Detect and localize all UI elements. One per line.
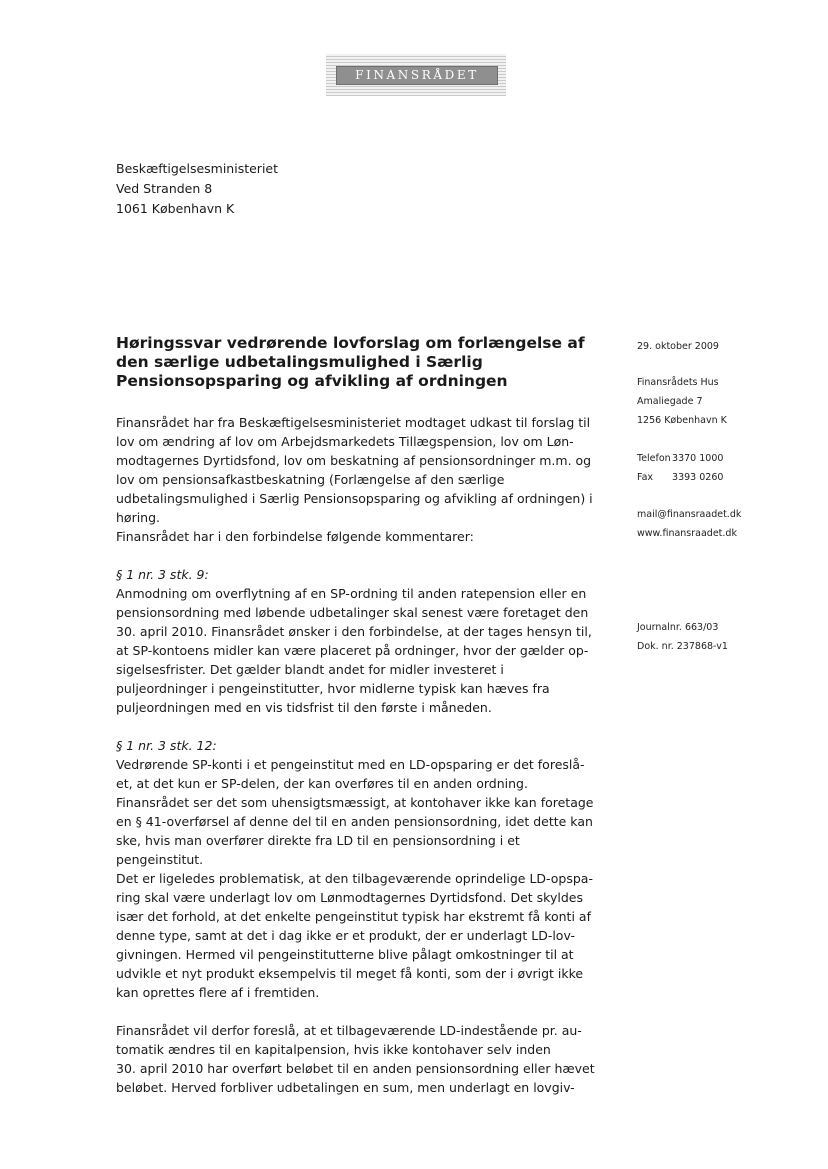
section-2 — [116, 736, 616, 1002]
body-line: modtagernes Dyrtidsfond, lov om beskatning af pensionsordninger m.m. og — [116, 453, 592, 468]
subject-line: Høringssvar vedrørende lovforslag om forlængelse af — [116, 334, 585, 352]
body-line: Finansrådet vil derfor foreslå, at et tilbageværende LD-indestående pr. au- — [116, 1023, 582, 1038]
body-line: at SP-kontoens midler kan være placeret på ordninger, hvor der gælder op- — [116, 643, 589, 658]
fax-number: 3393 0260 — [672, 472, 724, 483]
body-line: høring. — [116, 510, 161, 525]
body-line: lov om ændring af lov om Arbejdsmarkedets Tillægspension, lov om Løn- — [116, 434, 574, 449]
paragraph-gap — [116, 717, 616, 736]
logo-text: FINANSRÅDET — [355, 68, 479, 82]
body-line: sigelsesfrister. Det gælder blandt andet for midler investeret i — [116, 662, 504, 677]
subject-line: Pensionsopsparing og afvikling af ordningen — [116, 372, 508, 390]
fax-line — [637, 468, 723, 487]
body-line: Finansrådet ser det som uhensigtsmæssigt, at kontohaver ikke kan foretage — [116, 795, 594, 810]
letter-body — [116, 413, 616, 1097]
body-line: udvikle et nyt produkt eksempelvis til meget få konti, som der i øvrigt ikke — [116, 966, 584, 981]
body-line: kan oprettes flere af i fremtiden. — [116, 985, 320, 1000]
body-line: Det er ligeledes problematisk, at den tilbageværende oprindelige LD-opspa- — [116, 871, 593, 886]
phone-label: Telefon — [637, 453, 671, 464]
body-line: puljeordninger i pengeinstitutter, hvor midlerne typisk kan hæves fra — [116, 681, 550, 696]
letter-date: 29. oktober 2009 — [637, 341, 719, 352]
body-line: 30. april 2010. Finansrådet ønsker i den forbindelse, at der tages hensyn til, — [116, 624, 592, 639]
intro-paragraph — [116, 413, 616, 546]
journal-number: Journalnr. 663/03 — [637, 622, 719, 633]
phone-number: 3370 1000 — [672, 453, 724, 464]
paragraph-gap — [116, 546, 616, 565]
body-line: et, at det kun er SP-delen, der kan overføres til en anden ordning. — [116, 776, 528, 791]
recipient-city: 1061 København K — [116, 201, 235, 216]
body-line: især det forhold, at det enkelte pengeinstitut typisk har ekstremt få konti af — [116, 909, 591, 924]
body-line: pensionsordning med løbende udbetalinger skal senest være foretaget den — [116, 605, 589, 620]
sender-contact — [637, 449, 723, 487]
sender-online — [637, 505, 741, 543]
body-line: denne type, samt at det i dag ikke er et produkt, der er underlagt LD-lov- — [116, 928, 576, 943]
sender-building: Finansrådets Hus — [637, 377, 719, 388]
recipient-street: Ved Stranden 8 — [116, 181, 213, 196]
finansraadet-logo — [326, 54, 506, 96]
subject-line: den særlige udbetalingsmulighed i Særlig — [116, 353, 483, 371]
sender-address — [637, 373, 727, 430]
body-line: Finansrådet har i den forbindelse følgende kommentarer: — [116, 529, 474, 544]
letter-subject — [116, 334, 596, 391]
section-2-heading: § 1 nr. 3 stk. 12: — [116, 738, 217, 753]
body-line: Vedrørende SP-konti i et pengeinstitut med en LD-opsparing er det foreslå- — [116, 757, 585, 772]
body-line: lov om pensionsafkastbeskatning (Forlængelse af den særlige — [116, 472, 505, 487]
website-link[interactable]: www.finansraadet.dk — [637, 528, 737, 539]
fax-label: Fax — [637, 472, 654, 483]
body-line: en § 41-overførsel af denne del til en anden pensionsordning, idet dette kan — [116, 814, 593, 829]
recipient-address — [116, 159, 278, 219]
body-line: pengeinstitut. — [116, 852, 204, 867]
body-line: givningen. Hermed vil pengeinstitutterne blive pålagt omkostninger til at — [116, 947, 574, 962]
body-line: Finansrådet har fra Beskæftigelsesministeriet modtaget udkast til forslag til — [116, 415, 591, 430]
body-line: 30. april 2010 har overført beløbet til en anden pensionsordning eller hævet — [116, 1061, 595, 1076]
closing-paragraph — [116, 1021, 616, 1097]
section-1 — [116, 565, 616, 717]
body-line: tomatik ændres til en kapitalpension, hvis ikke kontohaver selv inden — [116, 1042, 551, 1057]
section-1-heading: § 1 nr. 3 stk. 9: — [116, 567, 209, 582]
body-line: ske, hvis man overfører direkte fra LD til en pensionsordning i et — [116, 833, 520, 848]
reference-numbers — [637, 618, 728, 656]
paragraph-gap — [116, 1002, 616, 1021]
logo-plate — [336, 66, 498, 85]
body-line: puljeordningen med en vis tidsfrist til den første i måneden. — [116, 700, 492, 715]
phone-line — [637, 449, 723, 468]
sender-city: 1256 København K — [637, 415, 727, 426]
sender-street: Amaliegade 7 — [637, 396, 703, 407]
body-line: Anmodning om overflytning af en SP-ordning til anden ratepension eller en — [116, 586, 587, 601]
document-number: Dok. nr. 237868-v1 — [637, 641, 728, 652]
body-line: ring skal være underlagt lov om Lønmodtagernes Dyrtidsfond. Det skyldes — [116, 890, 583, 905]
body-line: beløbet. Herved forbliver udbetalingen en sum, men underlagt en lovgiv- — [116, 1080, 575, 1095]
recipient-name: Beskæftigelsesministeriet — [116, 161, 279, 176]
body-line: udbetalingsmulighed i Særlig Pensionsopsparing og afvikling af ordningen) i — [116, 491, 593, 506]
email-link[interactable]: mail@finansraadet.dk — [637, 509, 742, 520]
